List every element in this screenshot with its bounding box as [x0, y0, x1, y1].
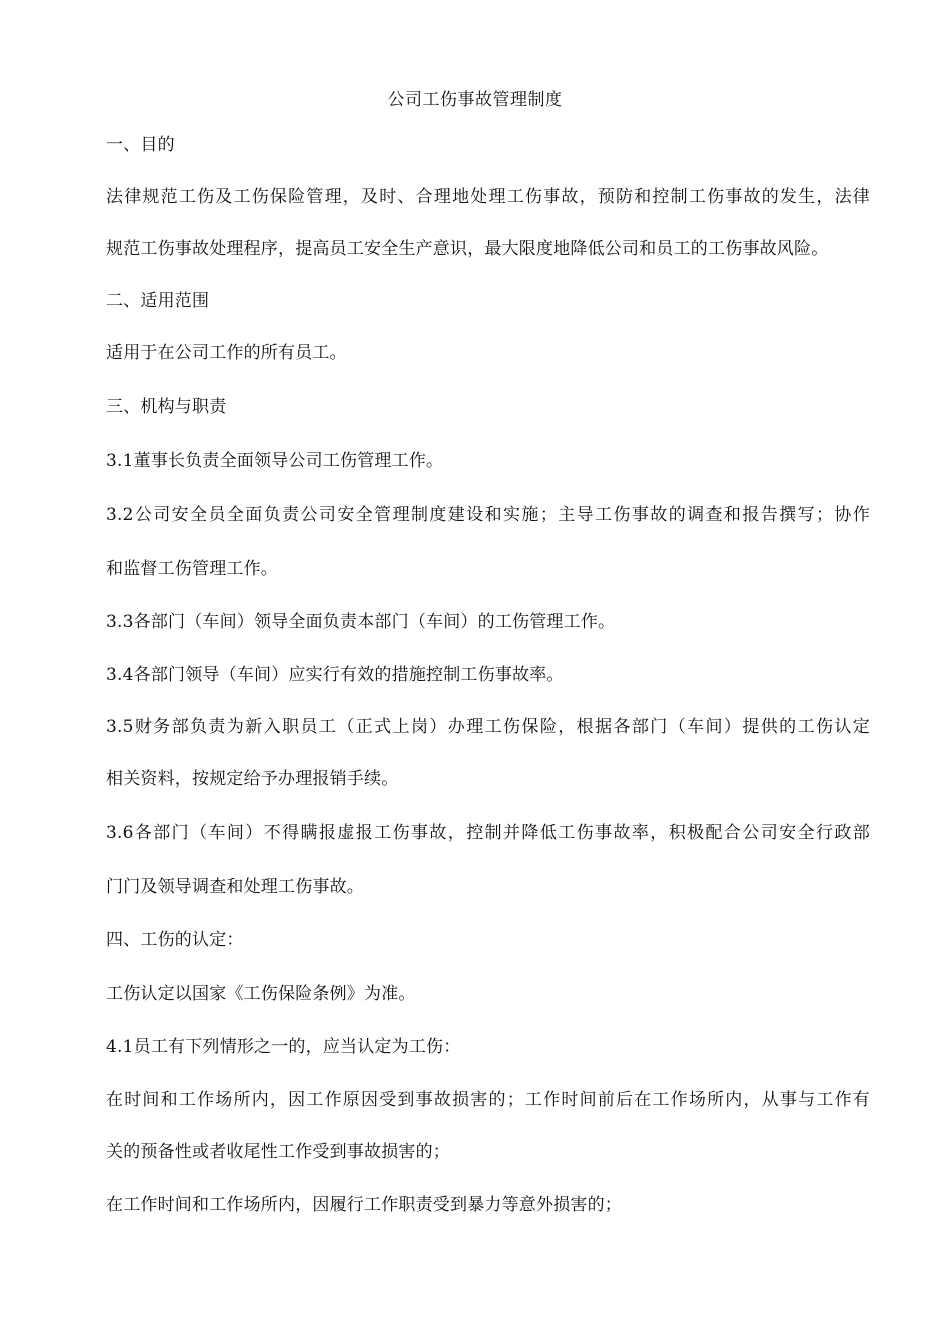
section-heading-responsibilities: 三、机构与职责 — [106, 397, 227, 417]
paragraph-line: 和监督工伤管理工作。 — [106, 559, 278, 579]
section-heading-purpose: 一、目的 — [106, 135, 175, 155]
section-heading-injury-recognition: 四、工伤的认定： — [106, 930, 244, 950]
paragraph-line: 相关资料，按规定给予办理报销手续。 — [106, 769, 399, 789]
document-title: 公司工伤事故管理制度 — [387, 90, 563, 110]
paragraph-line: 规范工伤事故处理程序，提高员工安全生产意识，最大限度地降低公司和员工的工伤事故风险。 — [106, 239, 829, 259]
paragraph-line: 关的预备性或者收尾性工作受到事故损害的； — [106, 1142, 450, 1162]
paragraph-line: 3.4各部门领导（车间）应实行有效的措施控制工伤事故率。 — [106, 665, 564, 685]
paragraph-line: 3.3各部门（车间）领导全面负责本部门（车间）的工伤管理工作。 — [106, 612, 616, 632]
paragraph-line: 在时间和工作场所内，因工作原因受到事故损害的；工作时间前后在工作场所内，从事与工作有 — [106, 1090, 870, 1110]
paragraph-line: 3.1董事长负责全面领导公司工伤管理工作。 — [106, 451, 444, 471]
paragraph-line: 在工作时间和工作场所内，因履行工作职责受到暴力等意外损害的； — [106, 1195, 622, 1215]
paragraph-line: 门门及领导调查和处理工伤事故。 — [106, 877, 364, 897]
paragraph-line: 工伤认定以国家《工伤保险条例》为准。 — [106, 984, 416, 1004]
section-heading-scope: 二、适用范围 — [106, 291, 210, 311]
paragraph-line: 3.6各部门（车间）不得瞒报虚报工伤事故，控制并降低工伤事故率，积极配合公司安全行政部 — [106, 823, 870, 843]
paragraph-line: 4.1员工有下列情形之一的，应当认定为工伤： — [106, 1037, 461, 1057]
paragraph-line: 法律规范工伤及工伤保险管理，及时、合理地处理工伤事故，预防和控制工伤事故的发生，法律 — [106, 187, 870, 207]
paragraph-line: 3.5财务部负责为新入职员工（正式上岗）办理工伤保险，根据各部门（车间）提供的工伤认定 — [106, 717, 870, 737]
paragraph-line: 3.2公司安全员全面负责公司安全管理制度建设和实施；主导工伤事故的调查和报告撰写；协作 — [106, 505, 870, 525]
paragraph-line: 适用于在公司工作的所有员工。 — [106, 343, 347, 363]
